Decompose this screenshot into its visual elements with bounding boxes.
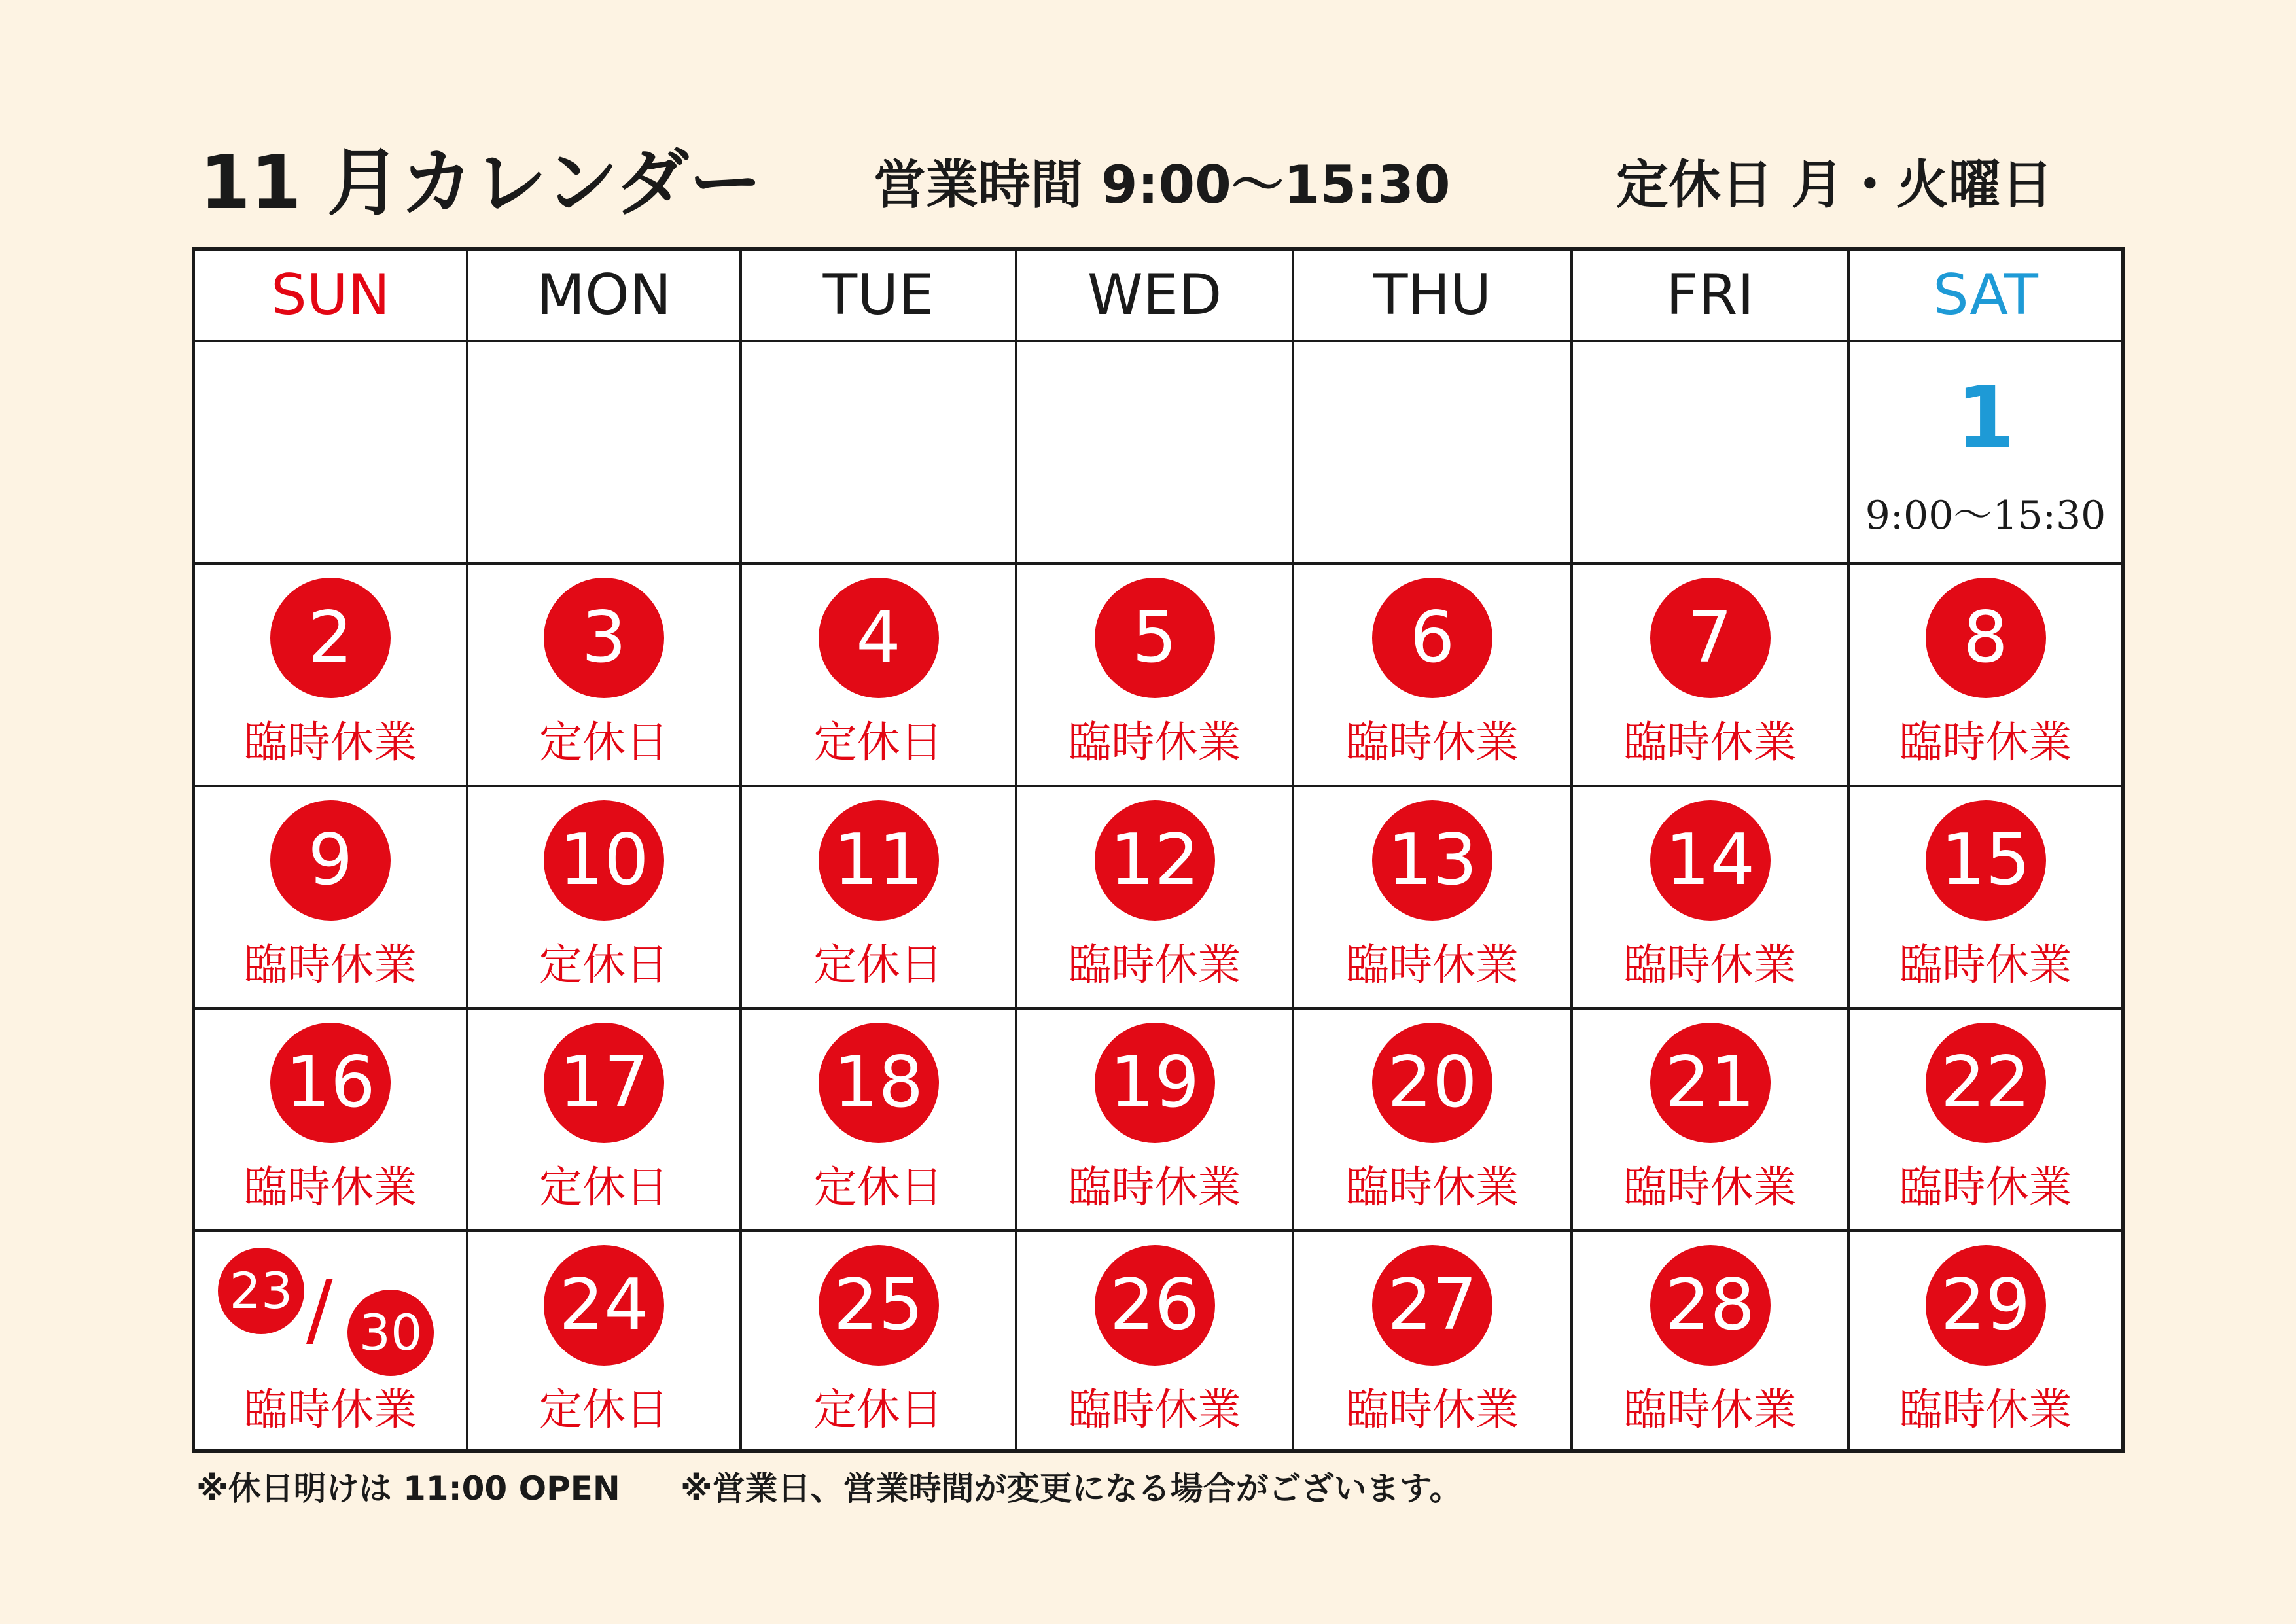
day-cell [195,787,468,1010]
day-cell [1573,1010,1850,1232]
day-number-circle: 5 [1095,578,1215,698]
day-status-label: 臨時休業 [1899,1162,2072,1212]
footnote-schedule-change: ※営業日、営業時間が変更になる場合がございます。 [680,1470,1462,1508]
day-status-label: 臨時休業 [244,1385,417,1435]
day-number-circle: 22 [1926,1023,2046,1143]
day-status-label: 臨時休業 [1068,940,1241,990]
day-number-circle: 19 [1095,1023,1215,1143]
page-title: 11 月カレンダー [200,141,762,226]
day-number-circle: 30 [347,1290,434,1376]
day-number-circle: 7 [1650,578,1771,698]
day-number-circle: 8 [1926,578,2046,698]
day-status-label: 定休日 [813,1162,944,1212]
day-cell [1294,1010,1573,1232]
day-cell [468,1232,742,1449]
day-number-circle: 15 [1926,800,2046,921]
day-cell [1573,1232,1850,1449]
day-cell [468,565,742,787]
day-status-label: 臨時休業 [1623,717,1797,768]
day-status-label: 臨時休業 [1623,1385,1797,1435]
day-cell [468,1010,742,1232]
day-status-label: 臨時休業 [1346,717,1519,768]
day-cell [195,1010,468,1232]
day-status-label: 臨時休業 [1346,940,1519,990]
weekday-sun: SUN [195,251,468,342]
day-cell [1294,565,1573,787]
day-number-circle: 2 [270,578,391,698]
day-number-circle: 23 [218,1248,304,1334]
day-cell [742,1010,1017,1232]
day-hours: 9:00〜15:30 [1865,493,2106,538]
day-status-label: 定休日 [539,717,669,768]
day-cell [468,787,742,1010]
day-cell [1017,565,1294,787]
empty-day-cell [742,342,1017,565]
day-cell-23-30 [195,1232,468,1449]
day-cell [1017,787,1294,1010]
day-cell [195,565,468,787]
day-status-label: 定休日 [813,717,944,768]
weekday-wed: WED [1017,251,1294,342]
day-status-label: 臨時休業 [1068,717,1241,768]
day-cell [742,1232,1017,1449]
day-cell [1850,787,2121,1010]
day-cell [742,565,1017,787]
day-status-label: 臨時休業 [1346,1162,1519,1212]
day-cell [1294,1232,1573,1449]
day-number-circle: 25 [819,1245,939,1366]
day-number-circle: 10 [544,800,664,921]
day-number-circle: 28 [1650,1245,1771,1366]
day-number-circle: 6 [1372,578,1492,698]
day-number-circle: 16 [270,1023,391,1143]
day-number-circle: 27 [1372,1245,1492,1366]
day-status-label: 臨時休業 [1346,1385,1519,1435]
day-cell [1850,1010,2121,1232]
day-status-label: 定休日 [813,940,944,990]
day-status-label: 定休日 [539,1162,669,1212]
day-status-label: 臨時休業 [1899,940,2072,990]
day-status-label: 臨時休業 [1623,940,1797,990]
footnote-reopen-time: ※休日明けは 11:00 OPEN [196,1470,620,1508]
day-cell [1850,1232,2121,1449]
day-number: 1 [1956,368,2015,467]
empty-day-cell [1294,342,1573,565]
empty-day-cell [1017,342,1294,565]
date-separator-slash: / [306,1265,333,1356]
day-cell [1850,565,2121,787]
day-status-label: 臨時休業 [244,940,417,990]
day-number-circle: 13 [1372,800,1492,921]
day-number-circle: 12 [1095,800,1215,921]
day-number-circle: 9 [270,800,391,921]
day-status-label: 臨時休業 [244,717,417,768]
regular-holidays: 定休日 月・火曜日 [1616,154,2053,215]
calendar-grid [192,247,2125,1453]
business-hours: 営業時間 9:00〜15:30 [874,154,1451,215]
empty-day-cell [468,342,742,565]
weekday-fri: FRI [1573,251,1850,342]
day-number-circle: 29 [1926,1245,2046,1366]
day-cell [1017,1010,1294,1232]
day-number-circle: 14 [1650,800,1771,921]
day-status-label: 臨時休業 [1899,717,2072,768]
day-status-label: 定休日 [813,1385,944,1435]
day-status-label: 臨時休業 [1899,1385,2072,1435]
empty-day-cell [195,342,468,565]
weekday-mon: MON [468,251,742,342]
day-number-circle: 18 [819,1023,939,1143]
day-number-circle: 17 [544,1023,664,1143]
day-cell [742,787,1017,1010]
day-status-label: 臨時休業 [244,1162,417,1212]
day-cell-1 [1850,342,2121,565]
day-number-circle: 3 [544,578,664,698]
day-number-circle: 26 [1095,1245,1215,1366]
day-number-circle: 21 [1650,1023,1771,1143]
day-cell [1017,1232,1294,1449]
day-status-label: 臨時休業 [1068,1162,1241,1212]
day-number-circle: 24 [544,1245,664,1366]
weekday-sat: SAT [1850,251,2121,342]
day-cell [1573,787,1850,1010]
weekday-thu: THU [1294,251,1573,342]
day-status-label: 定休日 [539,940,669,990]
empty-day-cell [1573,342,1850,565]
day-number-circle: 4 [819,578,939,698]
day-cell [1294,787,1573,1010]
day-status-label: 臨時休業 [1623,1162,1797,1212]
day-number-circle: 11 [819,800,939,921]
day-status-label: 定休日 [539,1385,669,1435]
weekday-tue: TUE [742,251,1017,342]
day-number-circle: 20 [1372,1023,1492,1143]
day-cell [1573,565,1850,787]
day-status-label: 臨時休業 [1068,1385,1241,1435]
